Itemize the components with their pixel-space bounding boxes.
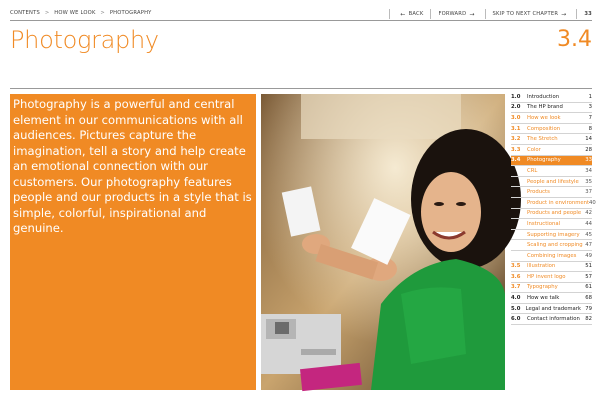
toc-item-page: 44 <box>585 220 592 227</box>
toc-item[interactable] <box>511 240 592 251</box>
breadcrumb <box>10 10 152 16</box>
skip-chapter-button[interactable] <box>485 9 577 19</box>
photo-woman-with-printer <box>261 94 505 390</box>
toc-item[interactable] <box>511 134 592 145</box>
toc-item[interactable] <box>511 272 592 283</box>
toc-item-label: The HP brand <box>527 104 563 111</box>
page-title: Photography <box>10 26 159 54</box>
toc-item[interactable] <box>511 124 592 135</box>
toc-item-page: 3 <box>588 104 592 111</box>
intro-text: Photography is a powerful and central element in our communications with all audiences. Pictures capture the imagination, tell a story and help create an emotional connection with our customers. Our photography features people and our products in a style that is simple, colorful, inspirational and genuine. <box>13 97 252 235</box>
top-navigation <box>10 9 592 19</box>
toc-item-number: 3.4 <box>511 157 521 164</box>
toc-item-label: Products and people <box>527 210 582 217</box>
toc-item-label: Composition <box>527 125 561 132</box>
toc-item-label: Scaling and cropping <box>527 242 583 249</box>
top-divider <box>10 20 592 21</box>
toc-item-page: 8 <box>588 125 592 132</box>
toc-item[interactable] <box>511 92 592 103</box>
toc-item-number: 3.2 <box>511 136 521 143</box>
arrow-right-icon: → <box>469 10 475 18</box>
toc-item-page: 40 <box>589 199 596 206</box>
toc-item-number: 3.7 <box>511 284 521 291</box>
toc-item-page: 42 <box>585 210 592 217</box>
breadcrumb-how-we-look[interactable]: HOW WE LOOK <box>54 10 96 16</box>
page-number: 33 <box>576 9 592 19</box>
toc-item-label: Introduction <box>527 93 560 100</box>
toc-item[interactable] <box>511 145 592 156</box>
arrow-left-icon: ← <box>400 10 406 18</box>
toc-item[interactable] <box>511 304 592 315</box>
toc-item-number: 3.3 <box>511 146 521 153</box>
header-divider <box>10 88 592 89</box>
toc-item-number: 1.0 <box>511 93 521 100</box>
toc-item[interactable] <box>511 293 592 304</box>
toc-item-number: 3.6 <box>511 273 521 280</box>
toc-item-label: The Stretch <box>527 136 558 143</box>
toc-item-label: Supporting imagery <box>527 231 580 238</box>
toc-item-page: 57 <box>585 273 592 280</box>
toc-item[interactable] <box>511 283 592 294</box>
toc-item-number: 3.5 <box>511 263 521 270</box>
toc-item-page: 61 <box>585 284 592 291</box>
toc-item-label: Color <box>527 146 541 153</box>
toc-item-label: Typography <box>527 284 558 291</box>
breadcrumb-separator: > <box>44 10 50 16</box>
toc-item[interactable] <box>511 251 592 262</box>
toc-item[interactable] <box>511 113 592 124</box>
toc-item[interactable] <box>511 314 592 325</box>
toc-item-label: Legal and trademark <box>525 305 581 312</box>
toc-item-label: Contact information <box>527 316 580 323</box>
photo-image <box>261 94 505 390</box>
toc-item-number: 3.0 <box>511 114 521 121</box>
toc-item[interactable] <box>511 198 596 209</box>
toc-item-page: 49 <box>585 252 592 259</box>
toc-item[interactable] <box>511 230 592 241</box>
toc-item-label: People and lifestyle <box>527 178 579 185</box>
toc-item-number: 2.0 <box>511 104 521 111</box>
toc-item[interactable] <box>511 219 592 230</box>
arrow-right-icon: → <box>561 10 567 18</box>
toc-item-label: CRL <box>527 167 538 174</box>
toc-item-page: 35 <box>585 178 592 185</box>
toc-item[interactable] <box>511 103 592 114</box>
toc-item[interactable] <box>511 177 592 188</box>
toc-item-page: 7 <box>588 114 592 121</box>
toc-item-page: 51 <box>585 263 592 270</box>
section-number: 3.4 <box>557 27 592 52</box>
toc-item-page: 28 <box>585 146 592 153</box>
toc-item[interactable] <box>511 187 592 198</box>
toc-item-page: 68 <box>585 295 592 302</box>
skip-label: SKIP TO NEXT CHAPTER <box>492 11 559 17</box>
table-of-contents <box>511 92 596 325</box>
toc-item-number: 3.1 <box>511 125 521 132</box>
toc-item-page: 33 <box>585 157 592 164</box>
toc-item-page: 34 <box>585 167 592 174</box>
toc-item-page: 82 <box>585 316 592 323</box>
toc-item-page: 79 <box>585 305 592 312</box>
toc-item-page: 47 <box>585 242 592 249</box>
toc-item-label: Photography <box>527 157 561 164</box>
toc-item-label: Illustration <box>527 263 556 270</box>
toc-item-label: Products <box>527 189 550 196</box>
toc-item[interactable] <box>511 156 592 167</box>
toc-item[interactable] <box>511 209 592 220</box>
toc-item-page: 1 <box>588 93 592 100</box>
back-button[interactable] <box>389 9 430 19</box>
toc-item-label: How we talk <box>527 295 560 302</box>
breadcrumb-separator: > <box>100 10 105 16</box>
toc-item-label: How we look <box>527 114 561 121</box>
toc-item-page: 14 <box>585 136 592 143</box>
forward-button[interactable] <box>430 9 484 19</box>
breadcrumb-contents[interactable]: CONTENTS <box>10 10 40 16</box>
toc-item-label: Combining images <box>527 252 577 259</box>
toc-item-label: Instructional <box>527 220 561 227</box>
toc-item-number: 4.0 <box>511 295 521 302</box>
toc-item[interactable] <box>511 262 592 273</box>
toc-item-label: Product in environment <box>527 199 590 206</box>
back-label: BACK <box>408 11 424 17</box>
toc-item-page: 45 <box>585 231 592 238</box>
toc-item-label: HP invent logo <box>527 273 566 280</box>
toc-item-number: 6.0 <box>511 316 521 323</box>
toc-item-page: 37 <box>585 189 592 196</box>
forward-label: FORWARD <box>438 11 467 17</box>
toc-item[interactable] <box>511 166 592 177</box>
toc-item-number: 5.0 <box>511 305 521 312</box>
breadcrumb-photography[interactable]: PHOTOGRAPHY <box>109 10 152 16</box>
